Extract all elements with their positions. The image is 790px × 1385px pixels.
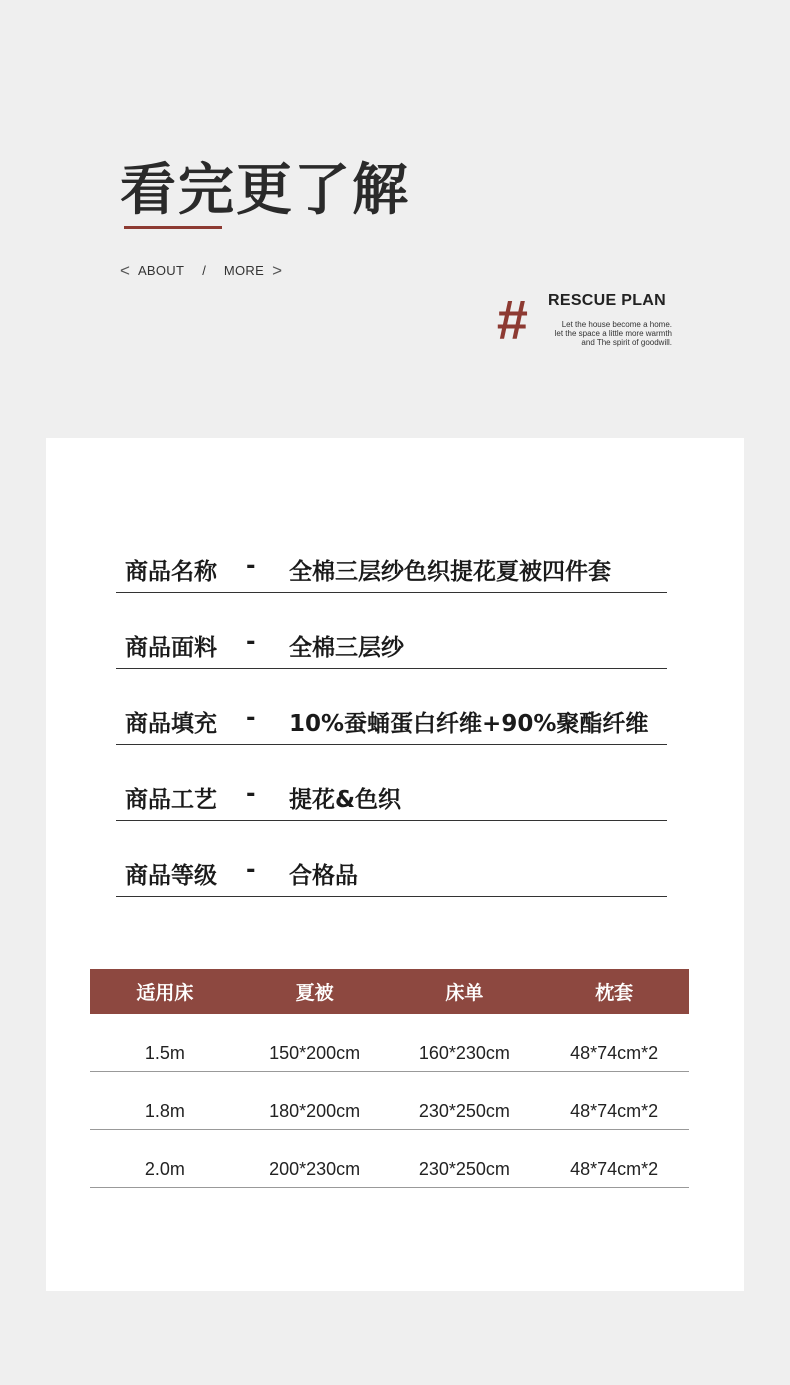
table-cell: 1.8m	[144, 1101, 185, 1121]
table-cell: 1.5m	[144, 1043, 185, 1063]
table-cell: 180*200cm	[269, 1101, 361, 1121]
title-underline	[124, 226, 222, 229]
spec-label: 商品工艺	[125, 787, 217, 813]
spec-row-craft	[116, 781, 667, 821]
table-cell: 2.0m	[144, 1159, 185, 1179]
spec-dash: -	[246, 857, 256, 883]
spec-value: 提花&色织	[289, 787, 402, 813]
tagline-line: and The spirit of goodwill.	[581, 338, 672, 347]
table-cell: 230*250cm	[418, 1159, 510, 1179]
table-cell: 160*230cm	[418, 1043, 510, 1063]
table-cell: 230*250cm	[418, 1101, 510, 1121]
product-info-card	[46, 438, 744, 1291]
chevron-left-icon[interactable]: <	[120, 261, 130, 280]
spec-dash: -	[246, 705, 256, 731]
spec-value: 10%蚕蛹蛋白纤维+90%聚酯纤维	[289, 711, 649, 737]
spec-label: 商品填充	[125, 711, 217, 737]
column-header-pillowcase: 枕套	[595, 982, 634, 1004]
size-table	[90, 969, 689, 1188]
table-cell: 150*200cm	[269, 1043, 361, 1063]
rescue-plan-tagline	[555, 320, 672, 347]
tagline-line: Let the house become a home.	[561, 320, 672, 329]
hash-icon: #	[496, 288, 528, 351]
spec-row-grade	[116, 857, 667, 897]
table-cell: 200*230cm	[269, 1159, 361, 1179]
rescue-plan-title: RESCUE PLAN	[548, 292, 666, 309]
breadcrumb-about[interactable]: ABOUT	[137, 263, 185, 278]
spec-label: 商品等级	[125, 863, 217, 889]
chevron-right-icon[interactable]: >	[272, 261, 282, 280]
spec-value: 合格品	[289, 863, 358, 889]
table-row	[90, 1014, 689, 1072]
table-row	[90, 1130, 689, 1188]
spec-row-fabric	[116, 629, 667, 669]
column-header-bed: 适用床	[136, 982, 194, 1004]
spec-dash: -	[246, 629, 256, 655]
rescue-plan-badge	[496, 288, 676, 352]
page-title: 看完更了解	[120, 158, 410, 223]
table-cell: 48*74cm*2	[570, 1043, 659, 1063]
spec-dash: -	[246, 553, 256, 579]
spec-row-name	[116, 553, 667, 593]
spec-row-filling	[116, 705, 667, 745]
table-cell: 48*74cm*2	[570, 1159, 659, 1179]
breadcrumb-more[interactable]: MORE	[223, 263, 265, 278]
spec-label: 商品面料	[125, 635, 217, 661]
breadcrumb	[120, 262, 282, 279]
column-header-sheet: 床单	[445, 982, 484, 1004]
spec-value: 全棉三层纱	[289, 635, 404, 661]
spec-value: 全棉三层纱色织提花夏被四件套	[289, 559, 611, 585]
table-cell: 48*74cm*2	[570, 1101, 659, 1121]
size-table-header	[90, 969, 689, 1014]
spec-dash: -	[246, 781, 256, 807]
spec-label: 商品名称	[125, 559, 217, 585]
table-row	[90, 1072, 689, 1130]
tagline-line: let the space a little more warmth	[554, 329, 672, 338]
breadcrumb-separator: /	[202, 263, 206, 278]
column-header-quilt: 夏被	[295, 982, 334, 1004]
